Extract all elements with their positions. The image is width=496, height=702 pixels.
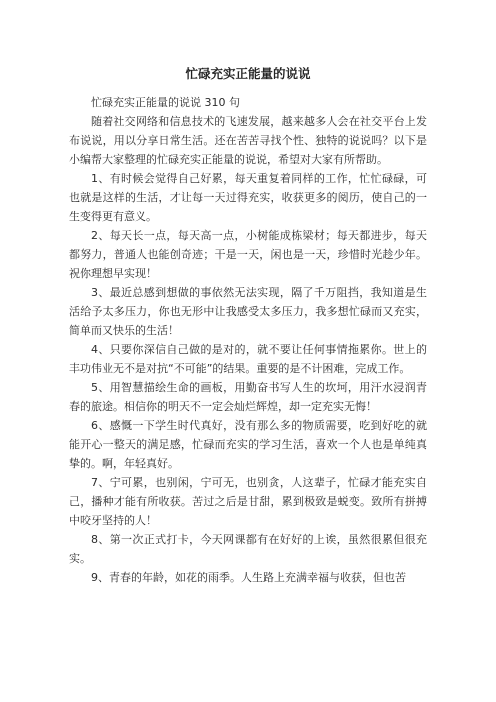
intro-paragraph: 随着社交网络和信息技术的飞速发展，越来越多人会在社交平台上发布说说，用以分享日常生活。还在苦苦寻找个性、独特的说说吗？以下是小编帮大家整理的忙碌充实正能量的说说，希望对大家有所帮助。 <box>69 115 427 166</box>
document-body <box>69 93 427 587</box>
document-title: 忙碌充实正能量的说说 <box>185 66 311 81</box>
quote-paragraph-5: 5、用智慧描绘生命的画板，用勤奋书写人生的坎坷，用汗水浸润青春的旅途。相信你的明天不一定会灿烂辉煌，却一定充实无悔！ <box>69 381 427 413</box>
quote-paragraph-9: 9、青春的年龄，如花的雨季。人生路上充满幸福与收获，但也苦 <box>91 571 406 584</box>
quote-paragraph-2: 2、每天长一点，每天高一点，小树能成栋梁材；每天都进步，每天都努力，普通人也能创奇迹；干是一天，闲也是一天，珍惜时光趁少年。祝你理想早实现！ <box>69 229 427 280</box>
quote-paragraph-1: 1、有时候会觉得自己好累，每天重复着同样的工作，忙忙碌碌，可也就是这样的生活，才让每一天过得充实，收获更多的阅历，使自己的一生变得更有意义。 <box>69 172 427 223</box>
quote-paragraph-3: 3、最近总感到想做的事依然无法实现，隔了千万阻挡，我知道是生活给予太多压力，你也无形中让我感受太多压力，我多想忙碌而又充实，简单而又快乐的生活！ <box>69 286 427 337</box>
quote-paragraph-7: 7、宁可累，也别闲，宁可无，也别贪，人这辈子，忙碌才能充实自己，播种才能有所收获。苦过之后是甘甜，累到极致是蜕变。致所有拼搏中咬牙坚持的人！ <box>69 476 427 527</box>
quote-paragraph-4: 4、只要你深信自己做的是对的，就不要让任何事情拖累你。世上的丰功伟业无不是对抗“不可能”的结果。重要的是不计困难，完成工作。 <box>69 343 427 375</box>
quote-paragraph-6: 6、感慨一下学生时代真好，没有那么多的物质需要，吃到好吃的就能开心一整天的满足感，忙碌而充实的学习生活，喜欢一个人也是单纯真挚的。啊，年轻真好。 <box>69 419 427 470</box>
subtitle-paragraph: 忙碌充实正能量的说说 310 句 <box>91 96 240 109</box>
quote-paragraph-8: 8、第一次正式打卡，今天网课都有在好好的上诶，虽然很累但很充实。 <box>69 533 427 565</box>
